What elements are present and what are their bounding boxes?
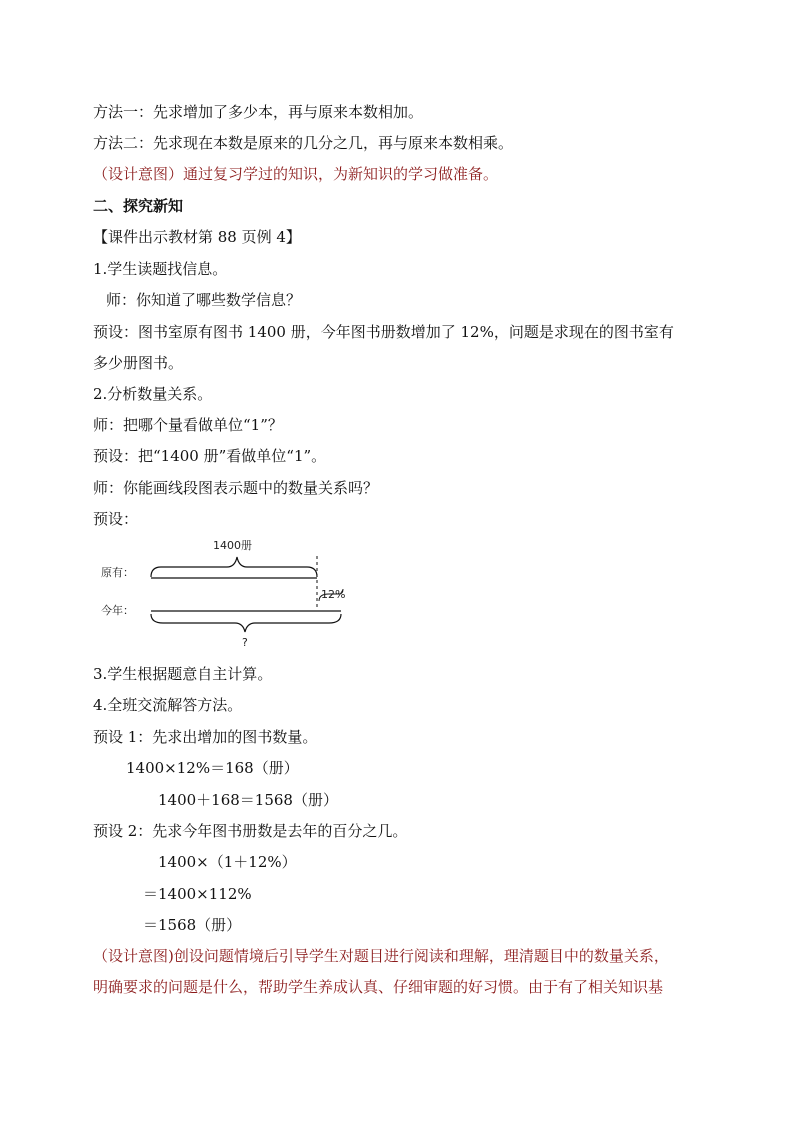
teacher-question-1: 师：你知道了哪些数学信息？ xyxy=(106,291,302,309)
step-3: 3.学生根据题意自主计算。 xyxy=(93,665,273,683)
calc-2: 1400＋168＝1568（册） xyxy=(158,791,338,809)
calc-4: ＝1400×112% xyxy=(143,885,252,903)
teacher-question-3: 师：你能画线段图表示题中的数量关系吗？ xyxy=(93,479,379,497)
row-label-original: 原有： xyxy=(101,566,134,579)
question-mark-label: ? xyxy=(242,636,248,649)
preset-method-1: 预设 1：先求出增加的图书数量。 xyxy=(93,728,318,746)
calc-1: 1400×12%＝168（册） xyxy=(126,759,299,777)
teacher-question-2: 师：把哪个量看做单位“1”？ xyxy=(93,416,283,434)
section-heading: 二、探究新知 xyxy=(93,197,184,215)
line-segment-diagram xyxy=(93,534,363,652)
design-intent-text: （设计意图）通过复习学过的知识，为新知识的学习做准备。 xyxy=(93,165,499,183)
top-brace xyxy=(151,557,317,577)
design-intent-text-2-cont: 明确要求的问题是什么，帮助学生养成认真、仔细审题的好习惯。由于有了相关知识基 xyxy=(93,978,664,996)
step-2: 2.分析数量关系。 xyxy=(93,385,213,403)
preset-method-2: 预设 2：先求今年图书册数是去年的百分之几。 xyxy=(93,822,408,840)
preset-answer-2: 预设：把“1400 册”看做单位“1”。 xyxy=(93,447,327,465)
bottom-brace xyxy=(151,614,341,632)
step-4: 4.全班交流解答方法。 xyxy=(93,696,243,714)
percent-label: 12% xyxy=(321,588,346,601)
courseware-note: 【课件出示教材第 88 页例 4】 xyxy=(93,228,301,246)
calc-3: 1400×（1＋12%） xyxy=(158,853,297,871)
method-two-text: 方法二：先求现在本数是原来的几分之几，再与原来本数相乘。 xyxy=(93,134,514,152)
design-intent-text-2: （设计意图)创设问题情境后引导学生对题目进行阅读和理解，理清题目中的数量关系， xyxy=(93,947,669,965)
row-label-this-year: 今年： xyxy=(101,604,134,617)
preset-label: 预设： xyxy=(93,510,139,528)
diagram-top-label: 1400册 xyxy=(213,539,252,552)
method-one-text: 方法一：先求增加了多少本，再与原来本数相加。 xyxy=(93,103,424,121)
calc-5: ＝1568（册） xyxy=(143,916,242,934)
step-1: 1.学生读题找信息。 xyxy=(93,260,228,278)
preset-answer-1: 预设：图书室原有图书 1400 册，今年图书册数增加了 12%，问题是求现在的图书室有 xyxy=(93,323,674,341)
preset-answer-1-cont: 多少册图书。 xyxy=(93,354,184,372)
